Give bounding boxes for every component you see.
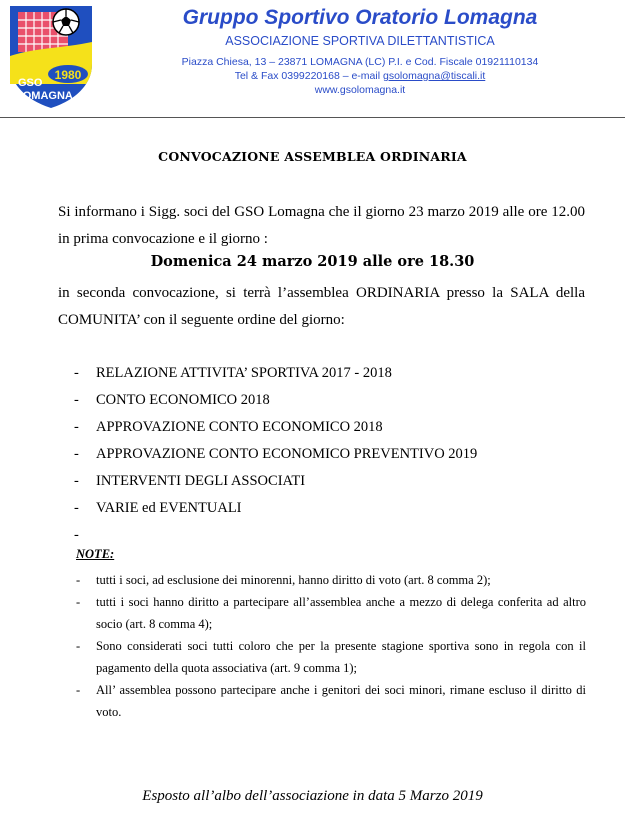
logo-text-bottom: LOMAGNA (16, 90, 73, 102)
list-dash: - (74, 473, 79, 489)
header-divider (0, 117, 625, 118)
list-dash: - (76, 595, 81, 609)
organization-subtitle: ASSOCIAZIONE SPORTIVA DILETTANTISTICA (225, 34, 495, 48)
email-link[interactable]: gsolomagna@tiscali.it (382, 70, 486, 82)
list-dash: - (74, 500, 79, 516)
note-item (76, 635, 586, 679)
list-dash: - (76, 639, 81, 653)
note-item (76, 569, 586, 591)
second-call-date: Domenica 24 marzo 2019 alle ore 18.30 (150, 253, 475, 270)
list-dash: - (74, 446, 79, 462)
note-text: All’ assemblea possono partecipare anche i genitori dei soci minori, rimane escluso il diritto di voto. (96, 683, 586, 719)
agenda-item (74, 468, 594, 495)
agenda-item (74, 495, 594, 522)
gso-logo (4, 2, 98, 110)
note-item (76, 679, 586, 723)
address-line: Piazza Chiesa, 13 – 23871 LOMAGNA (LC) P.I. e Cod. Fiscale 01921110134 (181, 56, 539, 68)
note-text: tutti i soci hanno diritto a partecipare all’assemblea anche a mezzo di delega conferita ad altro socio (art. 8 comma 4); (96, 595, 586, 631)
agenda-item (74, 414, 594, 441)
agenda-item-text: CONTO ECONOMICO 2018 (96, 392, 270, 408)
note-text: tutti i soci, ad esclusione dei minorenni, hanno diritto di voto (art. 8 comma 2); (96, 573, 491, 587)
website-link[interactable]: www.gsolomagna.it (314, 84, 406, 96)
document-title: CONVOCAZIONE ASSEMBLEA ORDINARIA (158, 149, 467, 164)
agenda-item (74, 387, 594, 414)
list-dash: - (76, 683, 81, 697)
organization-name: Gruppo Sportivo Oratorio Lomagna (182, 6, 538, 29)
list-dash: - (74, 365, 79, 381)
agenda-item-text: VARIE ed EVENTUALI (96, 500, 242, 516)
agenda-item-text: APPROVAZIONE CONTO ECONOMICO 2018 (96, 419, 383, 435)
agenda-item (74, 360, 594, 387)
note-item (76, 591, 586, 635)
agenda-item (74, 441, 594, 468)
agenda-item-text: INTERVENTI DEGLI ASSOCIATI (96, 473, 306, 489)
list-dash: - (76, 573, 81, 587)
logo-shield-icon (4, 2, 98, 110)
logo-year: 1980 (54, 68, 82, 82)
agenda-item (74, 522, 594, 549)
posting-notice: Esposto all’albo dell’associazione in data 5 Marzo 2019 (142, 788, 483, 804)
notes-list (76, 569, 586, 723)
intro-paragraph: Si informano i Sigg. soci del GSO Lomagna che il giorno 23 marzo 2019 alle ore 12.00 in prima convocazione e il giorno : (58, 204, 585, 247)
agenda-list (74, 360, 594, 549)
continuation-paragraph: in seconda convocazione, si terrà l’assemblea ORDINARIA presso la SALA della COMUNITA’ con il seguente ordine del giorno: (58, 285, 585, 328)
agenda-item-text: APPROVAZIONE CONTO ECONOMICO PREVENTIVO 2019 (96, 446, 478, 462)
tel-fax: Tel & Fax 0399220168 – e-mail (234, 70, 383, 82)
logo-text-top: GSO (18, 77, 43, 89)
contact-line (104, 70, 616, 82)
list-dash: - (74, 419, 79, 435)
agenda-item-text: RELAZIONE ATTIVITA’ SPORTIVA 2017 - 2018 (96, 365, 392, 381)
list-dash: - (74, 527, 79, 543)
note-text: Sono considerati soci tutti coloro che per la presente stagione sportiva sono in regola con il pagamento della quota associativa (art. 9 comma 1); (96, 639, 586, 675)
list-dash: - (74, 392, 79, 408)
notes-title: NOTE: (76, 547, 115, 561)
